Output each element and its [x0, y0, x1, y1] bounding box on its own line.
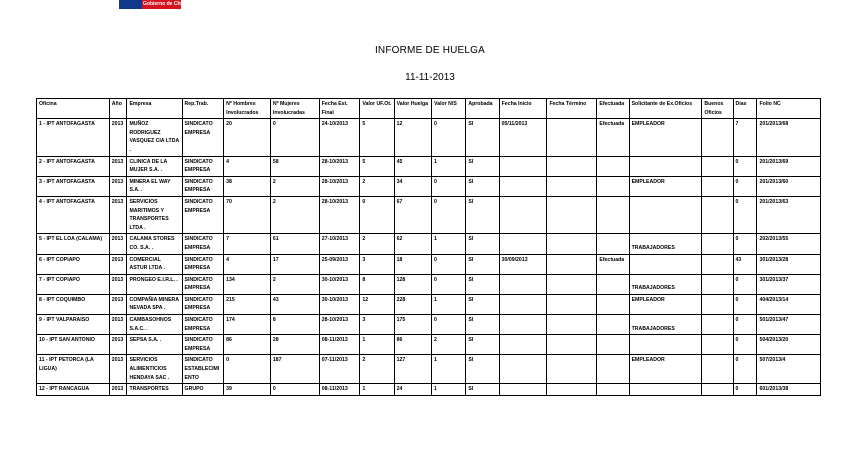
column-header: Valor Huelga	[394, 99, 431, 119]
table-cell	[547, 196, 597, 233]
table-cell: 1	[432, 355, 466, 384]
table-cell: 2013	[109, 315, 127, 335]
table-cell	[702, 156, 733, 176]
table-cell: 301/2013/37	[757, 274, 821, 294]
table-cell: 0	[733, 355, 757, 384]
table-cell	[499, 384, 547, 396]
table-cell	[597, 156, 629, 176]
table-cell: 2	[432, 335, 466, 355]
table-cell: 6 - IPT COPIAPO	[37, 254, 110, 274]
table-cell: 30-10/2013	[319, 294, 360, 314]
table-cell	[547, 294, 597, 314]
table-row	[37, 335, 821, 355]
table-row	[37, 234, 821, 254]
table-cell: 10 - IPT SAN ANTONIO	[37, 335, 110, 355]
table-cell: 30/09/2013	[499, 254, 547, 274]
table-cell: 4	[224, 254, 271, 274]
table-cell: 2013	[109, 156, 127, 176]
report-date: 11-11-2013	[405, 72, 455, 83]
table-cell: 215	[224, 294, 271, 314]
table-cell: 2013	[109, 196, 127, 233]
table-cell: 2013	[109, 294, 127, 314]
table-cell: 504/2013/20	[757, 335, 821, 355]
table-cell: 58	[270, 156, 319, 176]
table-cell: 8	[270, 315, 319, 335]
table-cell: 4	[224, 156, 271, 176]
table-cell: SERVICIOS ALIMENTICIOS HENDAYA SAC .	[127, 355, 182, 384]
column-header: Fecha Término	[547, 99, 597, 119]
table-cell: 08-11/2013	[319, 384, 360, 396]
table-cell: 127	[394, 355, 431, 384]
logo-blue-block	[119, 0, 142, 9]
table-cell: 3	[360, 254, 394, 274]
table-row	[37, 355, 821, 384]
table-cell: 30-10/2013	[319, 274, 360, 294]
table-cell: TRABAJADORES	[629, 234, 702, 254]
table-cell: COMPAÑIA MINERA NEVADA SPA .	[127, 294, 182, 314]
table-cell: 4 - IPT ANTOFAGASTA	[37, 196, 110, 233]
table-cell: 0	[432, 315, 466, 335]
table-cell	[702, 254, 733, 274]
table-cell: SINDICATO EMPRESA	[182, 176, 224, 196]
table-cell: 24	[394, 384, 431, 396]
table-row	[37, 274, 821, 294]
table-cell	[702, 274, 733, 294]
table-cell: 201/2013/69	[757, 156, 821, 176]
table-cell	[499, 294, 547, 314]
table-cell: SI	[466, 274, 499, 294]
table-cell: 07-11/2013	[319, 355, 360, 384]
table-cell	[547, 254, 597, 274]
column-header: Nº Mujeres Involucradas	[270, 99, 319, 119]
table-cell	[597, 335, 629, 355]
table-cell: SI	[466, 254, 499, 274]
table-cell	[702, 335, 733, 355]
table-cell: 0	[432, 196, 466, 233]
table-cell: 1	[432, 234, 466, 254]
table-cell	[702, 355, 733, 384]
column-header: Días	[733, 99, 757, 119]
table-cell: Efectuada	[597, 119, 629, 156]
table-cell	[547, 315, 597, 335]
table-cell	[547, 274, 597, 294]
table-cell: 174	[224, 315, 271, 335]
table-cell: SINDICATO EMPRESA	[182, 119, 224, 156]
table-cell: 0	[733, 176, 757, 196]
table-cell: 507/2013/4	[757, 355, 821, 384]
table-cell: 601/2013/38	[757, 384, 821, 396]
table-cell: 61	[270, 234, 319, 254]
table-cell: 404/2013/14	[757, 294, 821, 314]
table-cell: SINDICATO EMPRESA	[182, 196, 224, 233]
table-row	[37, 119, 821, 156]
table-cell: 3 - IPT ANTOFAGASTA	[37, 176, 110, 196]
table-cell: SI	[466, 315, 499, 335]
table-cell: 2013	[109, 254, 127, 274]
table-cell: 12 - IPT RANCAGUA	[37, 384, 110, 396]
table-cell	[499, 355, 547, 384]
table-cell: 9 - IPT VALPARAISO	[37, 315, 110, 335]
table-cell: 2	[270, 196, 319, 233]
table-cell: 0	[432, 119, 466, 156]
table-cell	[597, 384, 629, 396]
table-cell: 301/2013/28	[757, 254, 821, 274]
table-row	[37, 196, 821, 233]
table-cell: 5	[360, 119, 394, 156]
table-cell: 0	[432, 254, 466, 274]
table-cell: TRANSPORTES	[127, 384, 182, 396]
table-cell: 27-10/2013	[319, 234, 360, 254]
table-cell: 5	[360, 156, 394, 176]
table-cell: 12	[394, 119, 431, 156]
table-cell	[499, 234, 547, 254]
table-cell: SERVICIOS MARITIMOS Y TRANSPORTES LTDA .	[127, 196, 182, 233]
column-header: Oficina	[37, 99, 110, 119]
table-cell: COMERCIAL ASTUR LTDA .	[127, 254, 182, 274]
table-cell: 0	[270, 384, 319, 396]
column-header: Fecha Inicio	[499, 99, 547, 119]
table-cell: 0	[733, 384, 757, 396]
table-cell: 175	[394, 315, 431, 335]
column-header: Folio NC	[757, 99, 821, 119]
table-cell	[547, 384, 597, 396]
table-cell: SINDICATO EMPRESA	[182, 156, 224, 176]
table-cell: 2013	[109, 274, 127, 294]
table-cell	[597, 294, 629, 314]
table-cell: 7	[224, 234, 271, 254]
table-cell: 05/11/2013	[499, 119, 547, 156]
table-cell: 2013	[109, 119, 127, 156]
column-header: Rep.Trab.	[182, 99, 224, 119]
table-cell: 2013	[109, 355, 127, 384]
table-cell: 0	[733, 234, 757, 254]
table-cell	[702, 384, 733, 396]
table-cell: MUÑOZ RODRIGUEZ VASQUEZ CIA LTDA .	[127, 119, 182, 156]
table-cell: 1	[360, 335, 394, 355]
table-cell: TRABAJADORES	[629, 274, 702, 294]
table-cell: 5 - IPT EL LOA (CALAMA)	[37, 234, 110, 254]
table-cell	[499, 156, 547, 176]
table-cell: 62	[394, 234, 431, 254]
table-cell: SINDICATO EMPRESA	[182, 234, 224, 254]
table-cell: 2013	[109, 384, 127, 396]
table-cell: 2013	[109, 176, 127, 196]
table-cell: 28-10/2013	[319, 176, 360, 196]
table-cell: 67	[394, 196, 431, 233]
column-header: Fecha Est. Final	[319, 99, 360, 119]
table-cell: 187	[270, 355, 319, 384]
table-cell	[629, 384, 702, 396]
table-cell: SINDICATO EMPRESA	[182, 294, 224, 314]
table-cell	[499, 335, 547, 355]
table-cell: 1	[432, 294, 466, 314]
table-cell: 1 - IPT ANTOFAGASTA	[37, 119, 110, 156]
table-cell: 45	[394, 156, 431, 176]
table-cell: 7 - IPT COPIAPO	[37, 274, 110, 294]
table-cell: EMPLEADOR	[629, 176, 702, 196]
table-cell: 70	[224, 196, 271, 233]
table-cell	[597, 355, 629, 384]
table-cell	[702, 294, 733, 314]
table-cell: 28-10/2013	[319, 315, 360, 335]
table-cell	[629, 254, 702, 274]
table-cell: 128	[394, 274, 431, 294]
table-header-row	[37, 99, 821, 119]
table-cell: 134	[224, 274, 271, 294]
table-cell: SI	[466, 294, 499, 314]
table-cell: 86	[394, 335, 431, 355]
table-cell: SEPSA S.A. .	[127, 335, 182, 355]
table-cell: 2	[360, 176, 394, 196]
table-cell: SINDICATO ESTABLECIMIENTO	[182, 355, 224, 384]
table-cell: 0	[733, 294, 757, 314]
table-cell: SI	[466, 176, 499, 196]
table-cell: 201/2013/63	[757, 196, 821, 233]
table-cell	[702, 176, 733, 196]
table-cell: 0	[224, 355, 271, 384]
table-row	[37, 294, 821, 314]
table-cell: 28	[270, 335, 319, 355]
table-cell: EMPLEADOR	[629, 294, 702, 314]
table-cell: 2	[270, 274, 319, 294]
table-cell: MINERA EL WAY S.A. .	[127, 176, 182, 196]
table-row	[37, 156, 821, 176]
table-cell	[547, 156, 597, 176]
table-cell	[597, 234, 629, 254]
table-cell: 0	[360, 196, 394, 233]
table-row	[37, 315, 821, 335]
table-cell: 228	[394, 294, 431, 314]
table-cell: 28-10/2013	[319, 156, 360, 176]
table-cell: 201/2013/68	[757, 119, 821, 156]
table-cell: GRUPO	[182, 384, 224, 396]
table-cell	[499, 196, 547, 233]
table-cell	[629, 335, 702, 355]
table-cell: 2 - IPT ANTOFAGASTA	[37, 156, 110, 176]
table-cell: 0	[733, 274, 757, 294]
column-header: Valor N/S	[432, 99, 466, 119]
table-cell: CALAMA STORES CO. S.A. .	[127, 234, 182, 254]
table-cell: 0	[733, 156, 757, 176]
column-header: Valor UF.Ot.	[360, 99, 394, 119]
table-cell	[702, 196, 733, 233]
table-cell: 20	[224, 119, 271, 156]
table-cell: SINDICATO EMPRESA	[182, 335, 224, 355]
table-cell: SINDICATO EMPRESA	[182, 254, 224, 274]
column-header: Aprobada	[466, 99, 499, 119]
table-cell: 2	[360, 355, 394, 384]
table-cell	[629, 196, 702, 233]
table-cell: Efectuada	[597, 254, 629, 274]
column-header: Año	[109, 99, 127, 119]
table-cell: 3	[360, 315, 394, 335]
table-cell: SINDICATO EMPRESA	[182, 315, 224, 335]
table-cell: 501/2013/47	[757, 315, 821, 335]
logo-text: Gobierno de Chile	[143, 1, 187, 7]
table-cell: 201/2013/60	[757, 176, 821, 196]
table-cell: 86	[224, 335, 271, 355]
table-cell: 202/2013/55	[757, 234, 821, 254]
table-cell: 0	[432, 274, 466, 294]
table-cell: 28-10/2013	[319, 196, 360, 233]
table-cell: 12	[360, 294, 394, 314]
table-cell: SI	[466, 384, 499, 396]
table-cell: 1	[360, 384, 394, 396]
table-cell: CAMBASOHNOS S.A.C. .	[127, 315, 182, 335]
table-cell: 17	[270, 254, 319, 274]
table-row	[37, 176, 821, 196]
table-cell: 0	[432, 176, 466, 196]
table-cell: 8	[360, 274, 394, 294]
table-cell: 2	[270, 176, 319, 196]
table-cell	[547, 234, 597, 254]
table-cell: SI	[466, 355, 499, 384]
table-cell: 2	[360, 234, 394, 254]
table-cell: SI	[466, 335, 499, 355]
table-cell: 2013	[109, 335, 127, 355]
column-header: Nº Hombres Involucrados	[224, 99, 271, 119]
table-cell	[499, 176, 547, 196]
table-cell	[547, 176, 597, 196]
table-cell: SI	[466, 234, 499, 254]
table-cell	[702, 119, 733, 156]
table-cell: 0	[270, 119, 319, 156]
table-cell	[499, 274, 547, 294]
table-cell	[547, 355, 597, 384]
table-cell: CLINICA DE LA MUJER S.A. .	[127, 156, 182, 176]
column-header: Buenos Oficios	[702, 99, 733, 119]
table-cell	[629, 156, 702, 176]
table-cell: SINDICATO EMPRESA	[182, 274, 224, 294]
table-cell	[547, 335, 597, 355]
table-cell: 0	[733, 315, 757, 335]
column-header: Solicitante de Ex.Oficios	[629, 99, 702, 119]
table-cell: 43	[270, 294, 319, 314]
table-cell: EMPLEADOR	[629, 355, 702, 384]
table-cell	[702, 315, 733, 335]
table-cell: 34	[394, 176, 431, 196]
table-cell: 08-11/2013	[319, 335, 360, 355]
table-cell: SI	[466, 156, 499, 176]
table-cell	[597, 196, 629, 233]
report-title: INFORME DE HUELGA	[374, 45, 486, 56]
table-cell	[702, 234, 733, 254]
table-cell: 25-09/2013	[319, 254, 360, 274]
table-cell	[597, 176, 629, 196]
column-header: Efectuada	[597, 99, 629, 119]
table-cell: 1	[432, 384, 466, 396]
table-cell: EMPLEADOR	[629, 119, 702, 156]
table-cell	[547, 119, 597, 156]
table-cell	[597, 315, 629, 335]
table-cell: 7	[733, 119, 757, 156]
gobierno-logo	[119, 0, 187, 14]
table-cell: 38	[224, 176, 271, 196]
table-cell: SI	[466, 119, 499, 156]
table-cell: SI	[466, 196, 499, 233]
strike-report-table	[36, 98, 821, 396]
table-cell: 43	[733, 254, 757, 274]
table-cell: 2013	[109, 234, 127, 254]
table-cell: 11 - IPT PETORCA (LA LIGUA)	[37, 355, 110, 384]
table-cell: 0	[733, 196, 757, 233]
table-cell: 8 - IPT COQUIMBO	[37, 294, 110, 314]
table-cell: 39	[224, 384, 271, 396]
column-header: Empresa	[127, 99, 182, 119]
table-cell	[499, 315, 547, 335]
table-cell: 24-10/2013	[319, 119, 360, 156]
table-cell: 1	[432, 156, 466, 176]
table-row	[37, 384, 821, 396]
table-cell: PRONGEO E.I.R.L. .	[127, 274, 182, 294]
table-cell	[597, 274, 629, 294]
table-cell: 18	[394, 254, 431, 274]
table-cell: TRABAJADORES	[629, 315, 702, 335]
table-row	[37, 254, 821, 274]
table-cell: 0	[733, 335, 757, 355]
